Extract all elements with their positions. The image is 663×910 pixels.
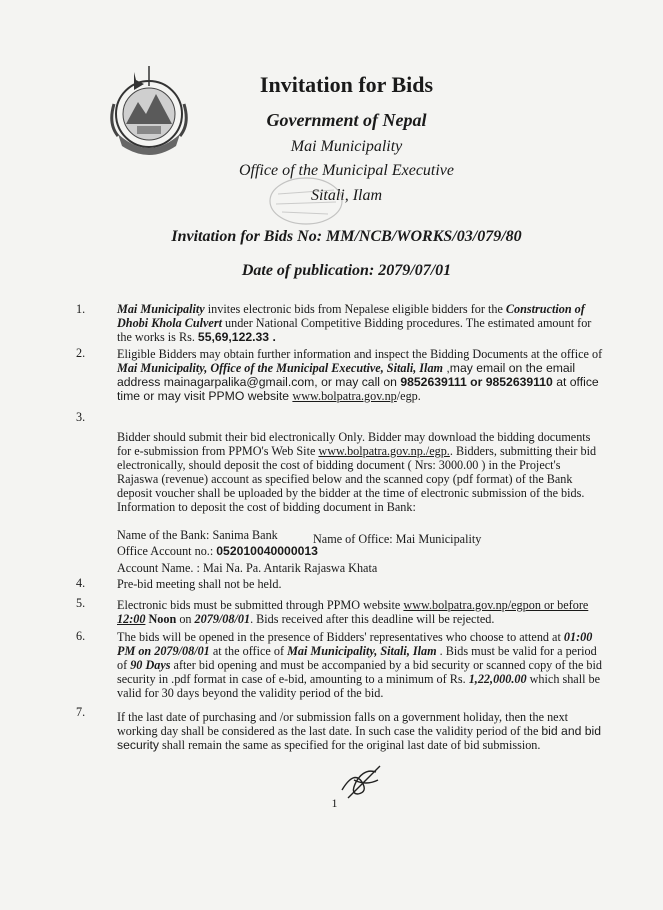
- clause-6: The bids will be opened in the presence of Bidders' representatives who choose to attend at 01:00 PM on 2079/08/01 at the office of Mai Municipality, Sitali, Ilam . Bids must be valid for a period of 90 Days after bid opening and must be accompanied by a bid security or scanned copy of the bid security in .pdf format in case of e-bid, amounting to a minimum of Rs. 1,22,000.00 which shall be valid for 30 days beyond the validity period of the bid.: [117, 630, 603, 700]
- office-heading: Office of the Municipal Executive: [238, 162, 455, 179]
- location-heading: Sitali, Ilam: [310, 187, 383, 204]
- clause-2: Eligible Bidders may obtain further information and inspect the Bidding Documents at the office of Mai Municipality, Office of the Municipal Executive, Sitali, Ilam ,may email on the email address mainagarpalika@gmail.com, or may call on 9852639111 or 9852639110 at office time or may visit PPMO website www.bolpatra.gov.np/egp.: [117, 347, 603, 403]
- item-number: 3.: [76, 410, 86, 424]
- ppmo-egp-link[interactable]: www.bolpatra.gov.np/egpon or before: [403, 598, 589, 612]
- item-number: 4.: [76, 576, 86, 590]
- ppmo-egp-link[interactable]: www.bolpatra.gov.np./egp.: [318, 444, 450, 458]
- item-number: 6.: [76, 629, 86, 643]
- clause-7: If the last date of purchasing and /or submission falls on a government holiday, then the next working day shall be considered as the last date. In such case the validity period of the bid and bid security shall remain the same as specified for the original last date of bid submission.: [117, 710, 602, 752]
- account-name: Account Name. : Mai Na. Pa. Antarik Rajaswa Khata: [117, 561, 378, 575]
- clause-4: Pre-bid meeting shall not be held.: [117, 577, 282, 591]
- item-number: 5.: [76, 596, 86, 610]
- item-number: 1.: [76, 302, 86, 316]
- office-name: Name of Office: Mai Municipality: [313, 532, 482, 546]
- ifb-number: Invitation for Bids No: MM/NCB/WORKS/03/079/80: [171, 228, 522, 245]
- office-account: Office Account no.: 052010040000013: [117, 544, 318, 558]
- clause-3: Bidder should submit their bid electronically Only. Bidder may download the bidding documents for e-submission from PPMO's Web Site www.bolpatra.gov.np./egp.. Bidders, submitting their bid electronically, should deposit the cost of bidding document ( Nrs: 3000.00 ) in the Project's Rajaswa (revenue) account as specified below and the scanned copy (pdf format) of the Bank deposit voucher shall be uploaded by the bidder at the time of electronic submission of the bids. Information to deposit the cost of bidding document in Bank:: [117, 430, 597, 514]
- document-title: Invitation for Bids: [259, 72, 434, 97]
- page-number: 1: [331, 796, 338, 810]
- bank-name: Name of the Bank: Sanima Bank: [117, 528, 278, 542]
- municipality-heading: Mai Municipality: [290, 138, 403, 155]
- item-number: 7.: [76, 705, 86, 719]
- clause-1: Mai Municipality invites electronic bids from Nepalese eligible bidders for the Construction of Dhobi Khola Culvert under National Competitive Bidding procedures. The estimated amount for the works is Rs. 55,69,122.33 .: [117, 302, 592, 344]
- item-number: 2.: [76, 346, 86, 360]
- government-heading: Government of Nepal: [266, 110, 427, 130]
- publication-date: Date of publication: 2079/07/01: [241, 262, 452, 279]
- office-stamp: [268, 176, 344, 226]
- clause-5: Electronic bids must be submitted through PPMO website www.bolpatra.gov.np/egpon or before 12:00 Noon on 2079/08/01. Bids received after this deadline will be rejected.: [117, 598, 589, 626]
- ppmo-link[interactable]: www.bolpatra.gov.np: [292, 389, 397, 403]
